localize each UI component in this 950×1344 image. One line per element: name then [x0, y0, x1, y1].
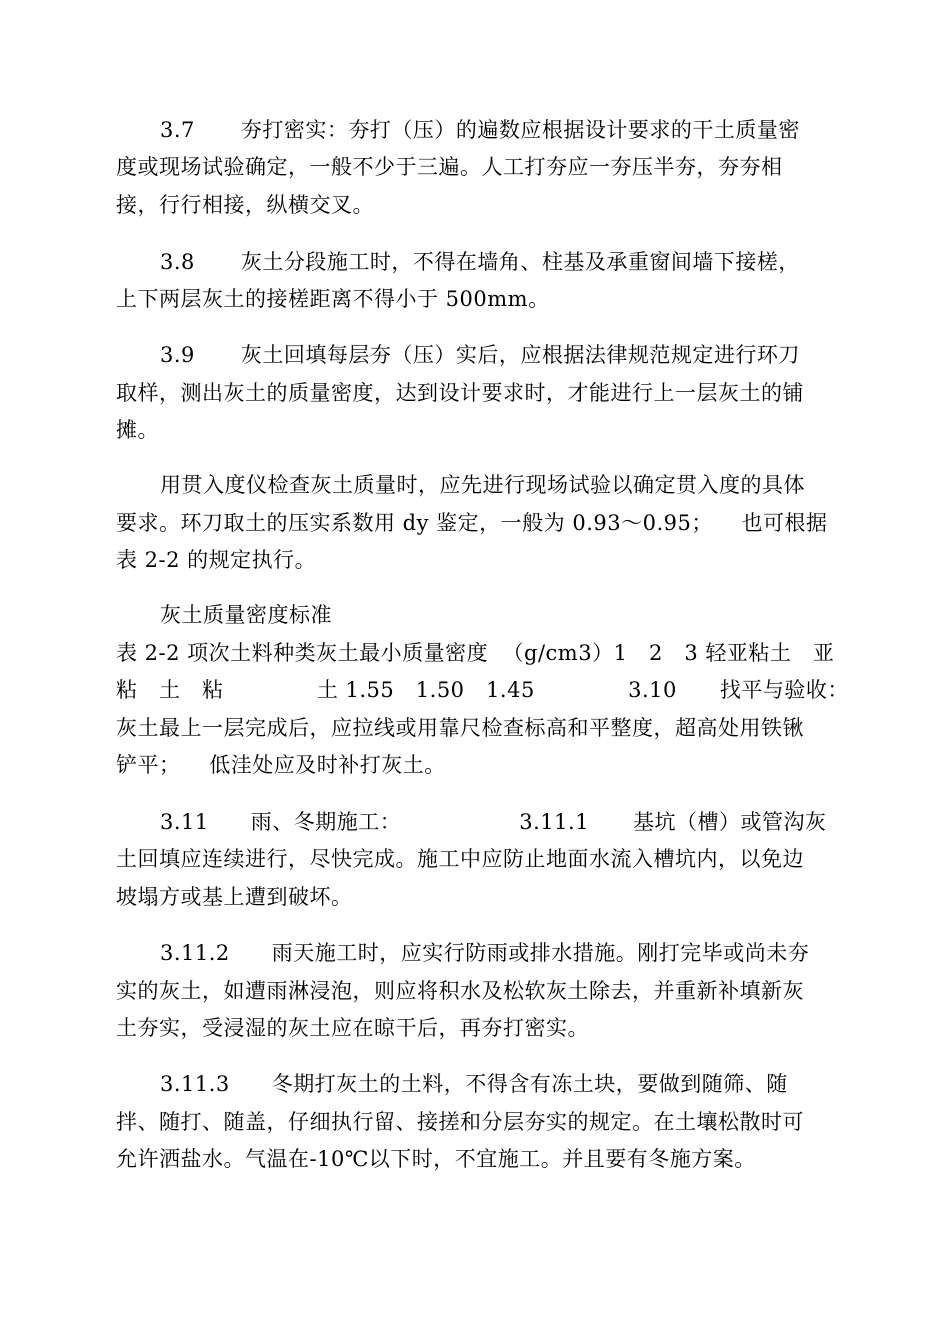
p37-line3: 接，行行相接，纵横交叉。	[116, 193, 374, 217]
p38-line2: 上下两层灰土的接槎距离不得小于 500mm。	[116, 287, 550, 311]
p39-line3: 摊。	[116, 418, 159, 442]
p5-line4: 铲平； 低洼处应及时补打灰土。	[116, 753, 446, 777]
p37-num: 3.7	[160, 118, 195, 142]
p38-text: 灰土分段施工时，不得在墙角、柱基及承重窗间墙下接槎，	[240, 250, 800, 274]
p39-line1	[160, 341, 800, 369]
p5-line3: 灰土最上一层完成后，应拉线或用靠尺检查标高和平整度，超高处用铁锹	[116, 716, 804, 740]
p3113-text: 冬期打灰土的土料，不得含有冻土块，要做到随筛、随	[271, 1072, 788, 1096]
p37-line2: 度或现场试验确定，一般不少于三遍。人工打夯应一夯压半夯，夯夯相	[116, 155, 783, 179]
p3113-line3: 允许洒盐水。气温在-10℃以下时，不宜施工。并且要有冬施方案。	[116, 1147, 756, 1171]
p4-line3: 表 2-2 的规定执行。	[116, 548, 317, 572]
p311-line1	[160, 808, 827, 836]
p311-line2: 土回填应连续进行，尽快完成。施工中应防止地面水流入槽坑内，以免边	[116, 847, 804, 871]
p3112-num: 3.11.2	[160, 941, 230, 965]
p5-title: 灰土质量密度标准	[160, 603, 332, 627]
p3112-line1	[160, 939, 809, 967]
p4-line1: 用贯入度仪检查灰土质量时，应先进行现场试验以确定贯入度的具体	[160, 473, 805, 497]
p39-line2: 取样，测出灰土的质量密度，达到设计要求时，才能进行上一层灰土的铺	[116, 381, 804, 405]
p5-line1: 表 2-2 项次土料种类灰土最小质量密度 （g/cm3）1 2 3 轻亚粘土 亚	[116, 641, 835, 665]
p5-line2: 粘 土 粘 土 1.55 1.50 1.45 3.10 找平与验收：	[116, 678, 849, 702]
p311-num: 3.11	[160, 810, 209, 834]
p3112-text: 雨天施工时，应实行防雨或排水措施。刚打完毕或尚未夯	[271, 941, 810, 965]
p3113-num: 3.11.3	[160, 1072, 230, 1096]
p3113-line1	[160, 1070, 788, 1098]
p3111-text: 基坑（槽）或管沟灰	[633, 810, 827, 834]
p39-text: 灰土回填每层夯（压）实后，应根据法律规范规定进行环刀	[240, 343, 800, 367]
p311-line3: 坡塌方或基上遭到破坏。	[116, 885, 353, 909]
p311-text1: 雨、冬期施工：	[250, 810, 402, 834]
p39-num: 3.9	[160, 343, 195, 367]
p4-line2: 要求。环刀取土的压实系数用 dy 鉴定，一般为 0.93～0.95； 也可根据	[116, 511, 828, 535]
p37-text: 夯打密实：夯打（压）的遍数应根据设计要求的干土质量密	[240, 118, 800, 142]
p3112-line2: 实的灰土，如遭雨淋浸泡，则应将积水及松软灰土除去，并重新补填新灰	[116, 979, 804, 1003]
p3112-line3: 土夯实，受浸湿的灰土应在晾干后，再夯打密实。	[116, 1016, 589, 1040]
p37-line1	[160, 116, 800, 144]
p38-line1	[160, 248, 800, 276]
p3113-line2: 拌、随打、随盖，仔细执行留、接搓和分层夯实的规定。在土壤松散时可	[116, 1110, 804, 1134]
p38-num: 3.8	[160, 250, 195, 274]
p3111-num: 3.11.1	[519, 810, 590, 834]
